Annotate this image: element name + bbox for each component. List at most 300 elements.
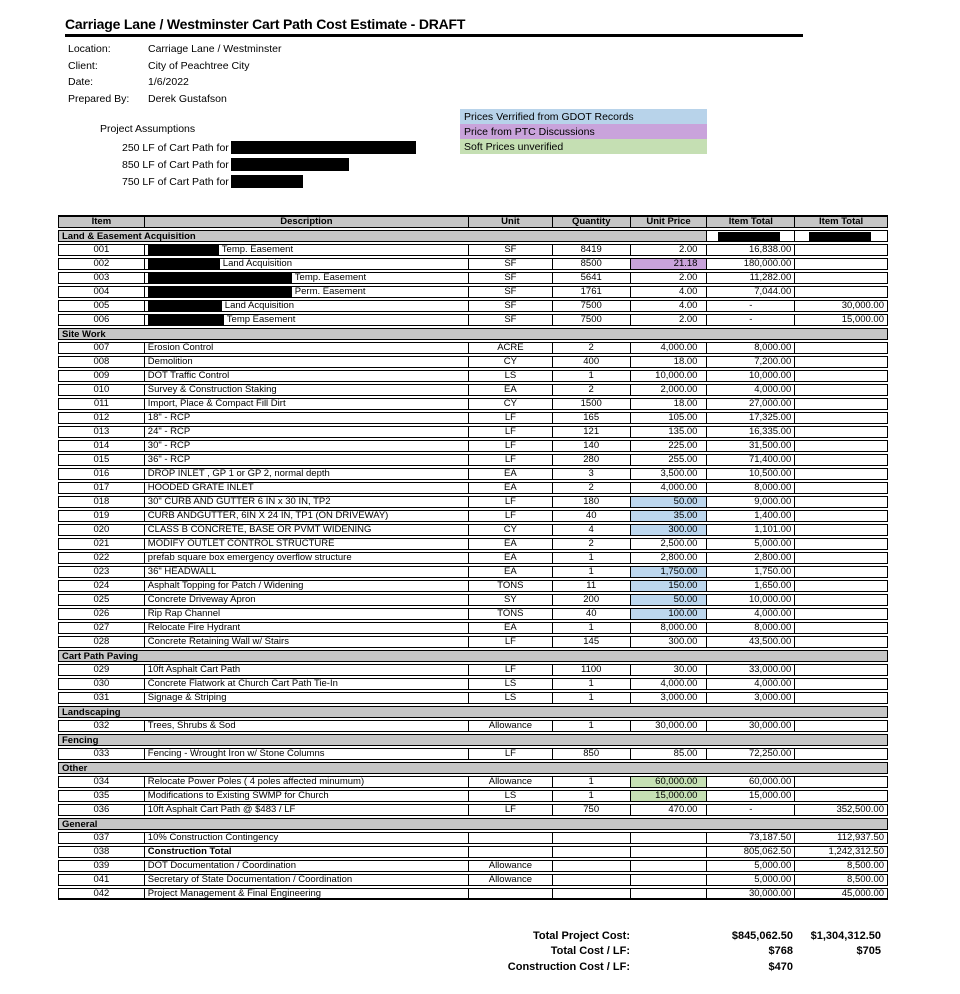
table-row [58, 776, 888, 788]
section-label: Landscaping [62, 706, 121, 718]
description-text: prefab square box emergency overflow structure [147, 553, 352, 563]
description-text: Temp. Easement [294, 273, 367, 283]
unit-value: LS [468, 791, 552, 801]
item-total-1: 16,335.00 [706, 427, 794, 437]
description-text: Relocate Fire Hydrant [147, 623, 241, 633]
item-total-1: 1,650.00 [706, 581, 794, 591]
quantity-value: 1 [552, 721, 630, 731]
unit-value: SF [468, 273, 552, 283]
unit-price-value: 225.00 [630, 441, 707, 451]
item-total-2 [794, 273, 887, 283]
description-text: Trees, Shrubs & Sod [147, 721, 236, 731]
unit-value: EA [468, 469, 552, 479]
quantity-value: 180 [552, 497, 630, 507]
item-description [144, 791, 468, 801]
item-number: 012 [93, 413, 110, 423]
unit-value: CY [468, 357, 552, 367]
table-row [58, 580, 888, 592]
table-row [58, 496, 888, 508]
table-row [58, 258, 888, 270]
price-legend [460, 109, 707, 154]
item-description [144, 497, 468, 507]
table-row [58, 510, 888, 522]
description-text: Construction Total [147, 847, 232, 857]
assumption-item [122, 139, 416, 156]
quantity-value: 7500 [552, 315, 630, 325]
meta-value: 1/6/2022 [148, 76, 189, 89]
item-number: 015 [93, 455, 110, 465]
item-number: 004 [93, 287, 110, 297]
table-row [58, 300, 888, 312]
item-number: 036 [93, 805, 110, 815]
item-description [144, 861, 468, 871]
item-total-2 [794, 343, 887, 353]
description-text: Land Acquisition [222, 259, 292, 269]
item-total-1: 30,000.00 [706, 721, 794, 731]
unit-price-value: 150.00 [630, 581, 707, 591]
table-row [58, 748, 888, 760]
column-header: Item Total [794, 217, 887, 227]
item-total-1: 10,000.00 [706, 595, 794, 605]
item-description [144, 665, 468, 675]
quantity-value [552, 861, 630, 871]
table-row [58, 524, 888, 536]
unit-value: Allowance [468, 721, 552, 731]
item-number: 009 [93, 371, 110, 381]
meta-label: Date: [68, 76, 94, 89]
item-description [144, 371, 468, 381]
section-label: Fencing [62, 734, 99, 746]
quantity-value: 1 [552, 623, 630, 633]
item-total-1: 5,000.00 [706, 861, 794, 871]
unit-value: LF [468, 413, 552, 423]
description-text: Temp. Easement [221, 245, 294, 255]
item-total-1: 5,000.00 [706, 875, 794, 885]
totals-row [330, 944, 881, 960]
meta-label: Client: [68, 59, 98, 72]
unit-value: LF [468, 455, 552, 465]
totals-summary [330, 928, 881, 975]
description-text: MODIFY OUTLET CONTROL STRUCTURE [147, 539, 335, 549]
unit-value: LF [468, 497, 552, 507]
section-row [58, 706, 888, 718]
item-description [144, 259, 468, 269]
item-total-1: 180,000.00 [706, 259, 794, 269]
item-total-1: 5,000.00 [706, 539, 794, 549]
item-total-2 [794, 567, 887, 577]
description-text: Import, Place & Compact Fill Dirt [147, 399, 286, 409]
item-total-1: 7,044.00 [706, 287, 794, 297]
item-number: 003 [93, 273, 110, 283]
quantity-value: 2 [552, 343, 630, 353]
unit-value: LS [468, 371, 552, 381]
table-row [58, 622, 888, 634]
section-row [58, 734, 888, 746]
quantity-value: 2 [552, 539, 630, 549]
description-text: Signage & Striping [147, 693, 227, 703]
unit-value: LF [468, 511, 552, 521]
unit-value: SY [468, 595, 552, 605]
table-row [58, 440, 888, 452]
item-total-2: 352,500.00 [794, 805, 887, 815]
item-total-2 [794, 623, 887, 633]
unit-value: LF [468, 441, 552, 451]
unit-value: SF [468, 301, 552, 311]
description-text: 36" - RCP [147, 455, 191, 465]
meta-row [68, 91, 281, 108]
unit-price-value: 100.00 [630, 609, 707, 619]
item-number: 039 [93, 861, 110, 871]
description-text: 36" HEADWALL [147, 567, 217, 577]
column-header: Item [91, 217, 112, 227]
section-label: Site Work [62, 328, 106, 340]
item-total-1: 1,101.00 [706, 525, 794, 535]
unit-price-value: 3,000.00 [630, 693, 707, 703]
item-number: 013 [93, 427, 110, 437]
item-total-1: 8,000.00 [706, 623, 794, 633]
unit-price-value: 2,500.00 [630, 539, 707, 549]
item-number: 034 [93, 777, 110, 787]
item-description [144, 483, 468, 493]
section-label: Cart Path Paving [62, 650, 139, 662]
section-row [58, 818, 888, 830]
quantity-value: 7500 [552, 301, 630, 311]
quantity-value: 280 [552, 455, 630, 465]
item-number: 008 [93, 357, 110, 367]
description-text: Survey & Construction Staking [147, 385, 277, 395]
description-text: 18" - RCP [147, 413, 191, 423]
item-number: 017 [93, 483, 110, 493]
description-text: Perm. Easement [294, 287, 366, 297]
item-description [144, 889, 468, 898]
unit-price-value: 10,000.00 [630, 371, 707, 381]
item-description [144, 609, 468, 619]
quantity-value: 850 [552, 749, 630, 759]
table-row [58, 846, 888, 858]
item-total-1: 31,500.00 [706, 441, 794, 451]
column-header: Item Total [706, 217, 794, 227]
table-row [58, 272, 888, 284]
quantity-value: 1 [552, 777, 630, 787]
unit-price-value: 30.00 [630, 665, 707, 675]
meta-row [68, 41, 281, 58]
description-text: 10% Construction Contingency [147, 833, 279, 843]
item-total-2 [794, 749, 887, 759]
table-row [58, 552, 888, 564]
item-total-1: - [706, 805, 794, 815]
item-number: 030 [93, 679, 110, 689]
item-number: 035 [93, 791, 110, 801]
unit-value: TONS [468, 581, 552, 591]
description-text: CLASS B CONCRETE, BASE OR PVMT WIDENING [147, 525, 372, 535]
table-row [58, 468, 888, 480]
item-total-1: 1,750.00 [706, 567, 794, 577]
item-description [144, 427, 468, 437]
quantity-value: 8500 [552, 259, 630, 269]
meta-row [68, 74, 281, 91]
item-total-1: 7,200.00 [706, 357, 794, 367]
table-row [58, 832, 888, 844]
item-total-2 [794, 427, 887, 437]
item-description [144, 805, 468, 815]
item-total-2 [794, 511, 887, 521]
quantity-value: 11 [552, 581, 630, 591]
item-description [144, 399, 468, 409]
quantity-value: 165 [552, 413, 630, 423]
section-label: Land & Easement Acquisition [62, 230, 196, 242]
item-number: 007 [93, 343, 110, 353]
meta-row [68, 58, 281, 75]
item-number: 024 [93, 581, 110, 591]
item-number: 014 [93, 441, 110, 451]
item-description [144, 441, 468, 451]
item-total-2 [794, 679, 887, 689]
quantity-value: 2 [552, 385, 630, 395]
item-total-1: 72,250.00 [706, 749, 794, 759]
totals-label: Total Cost / LF: [550, 945, 630, 958]
totals-label: Total Project Cost: [533, 929, 630, 942]
item-total-2 [794, 469, 887, 479]
item-number: 032 [93, 721, 110, 731]
item-total-1: 1,400.00 [706, 511, 794, 521]
quantity-value [552, 847, 630, 857]
section-label: Other [62, 762, 88, 774]
table-row [58, 398, 888, 410]
quantity-value [552, 889, 630, 898]
description-text: Land Acquisition [224, 301, 294, 311]
unit-price-value: 4.00 [630, 287, 707, 297]
description-text: Project Management & Final Engineering [147, 889, 322, 898]
item-total-2 [794, 441, 887, 451]
item-description [144, 833, 468, 843]
unit-price-value: 255.00 [630, 455, 707, 465]
table-row [58, 594, 888, 606]
quantity-value: 200 [552, 595, 630, 605]
unit-price-value: 2,000.00 [630, 385, 707, 395]
redaction-bar [148, 259, 220, 269]
document-meta [68, 41, 281, 107]
description-text: Asphalt Topping for Patch / Widening [147, 581, 304, 591]
unit-value: SF [468, 245, 552, 255]
item-description [144, 273, 468, 283]
item-total-2 [794, 287, 887, 297]
assumptions-list [122, 139, 416, 190]
column-header: Unit Price [630, 217, 707, 227]
unit-value: Allowance [468, 875, 552, 885]
unit-value: EA [468, 553, 552, 563]
unit-price-value [630, 889, 707, 898]
quantity-value: 1 [552, 553, 630, 563]
description-text: 10ft Asphalt Cart Path @ $483 / LF [147, 805, 296, 815]
quantity-value: 4 [552, 525, 630, 535]
unit-value: LS [468, 679, 552, 689]
unit-value: LF [468, 749, 552, 759]
meta-label: Prepared By: [68, 92, 130, 105]
unit-price-value: 4,000.00 [630, 483, 707, 493]
description-text: Erosion Control [147, 343, 214, 353]
unit-value: Allowance [468, 777, 552, 787]
totals-value-1: $470 [768, 960, 793, 973]
item-total-1: 73,187.50 [706, 833, 794, 843]
description-text: HOODED GRATE INLET [147, 483, 254, 493]
unit-price-value [630, 847, 707, 857]
unit-price-value: 4,000.00 [630, 679, 707, 689]
meta-value: City of Peachtree City [148, 59, 250, 72]
item-number: 002 [93, 259, 110, 269]
item-total-2 [794, 553, 887, 563]
item-number: 016 [93, 469, 110, 479]
assumption-text: 750 LF of Cart Path for [122, 175, 229, 188]
unit-price-value [630, 875, 707, 885]
item-description [144, 315, 468, 325]
unit-price-value: 300.00 [630, 637, 707, 647]
item-total-2 [794, 539, 887, 549]
table-row [58, 566, 888, 578]
unit-value: SF [468, 259, 552, 269]
totals-row [330, 928, 881, 944]
item-total-1: 9,000.00 [706, 497, 794, 507]
item-number: 001 [93, 245, 110, 255]
item-total-2 [794, 245, 887, 255]
assumption-item [122, 156, 416, 173]
unit-value: LF [468, 805, 552, 815]
description-text: CURB ANDGUTTER, 6IN X 24 IN, TP1 (ON DRIVEWAY) [147, 511, 389, 521]
item-description [144, 721, 468, 731]
quantity-value: 145 [552, 637, 630, 647]
redacted-total-cell [706, 231, 794, 241]
table-row [58, 874, 888, 886]
item-description [144, 301, 468, 311]
item-total-1: 10,500.00 [706, 469, 794, 479]
item-total-2 [794, 777, 887, 787]
item-total-2 [794, 483, 887, 493]
item-total-2 [794, 581, 887, 591]
description-text: Temp Easement [226, 315, 296, 325]
table-row [58, 412, 888, 424]
table-row [58, 804, 888, 816]
quantity-value: 1 [552, 693, 630, 703]
totals-row [330, 959, 881, 975]
item-description [144, 567, 468, 577]
redaction-bar [718, 232, 780, 241]
item-total-1: - [706, 301, 794, 311]
table-row [58, 790, 888, 802]
item-total-1: 4,000.00 [706, 609, 794, 619]
unit-price-value: 4,000.00 [630, 343, 707, 353]
unit-price-value: 8,000.00 [630, 623, 707, 633]
description-text: 10ft Asphalt Cart Path [147, 665, 241, 675]
item-total-2 [794, 385, 887, 395]
item-total-1: 11,282.00 [706, 273, 794, 283]
totals-value-2: $705 [856, 945, 881, 958]
table-row [58, 370, 888, 382]
redaction-bar [148, 315, 224, 325]
item-description [144, 553, 468, 563]
unit-price-value: 35.00 [630, 511, 707, 521]
description-text: Concrete Retaining Wall w/ Stairs [147, 637, 289, 647]
section-label: General [62, 818, 98, 830]
redaction-bar [148, 287, 292, 297]
unit-value: EA [468, 623, 552, 633]
quantity-value: 1 [552, 679, 630, 689]
unit-price-value [630, 861, 707, 871]
redaction-bar [148, 245, 219, 255]
unit-value: SF [468, 315, 552, 325]
page-title: Carriage Lane / Westminster Cart Path Cost Estimate - DRAFT [65, 16, 466, 32]
item-description [144, 469, 468, 479]
quantity-value: 3 [552, 469, 630, 479]
item-description [144, 539, 468, 549]
cost-table [58, 215, 888, 902]
item-number: 042 [93, 889, 110, 898]
item-number: 020 [93, 525, 110, 535]
unit-value [468, 847, 552, 857]
item-description [144, 511, 468, 521]
item-total-1: 8,000.00 [706, 483, 794, 493]
description-text: DOT Documentation / Coordination [147, 861, 297, 871]
item-total-2: 45,000.00 [794, 889, 887, 898]
unit-price-value: 2.00 [630, 315, 707, 325]
redaction-bar [148, 273, 292, 283]
table-row [58, 342, 888, 354]
item-total-1: 2,800.00 [706, 553, 794, 563]
unit-value: LS [468, 693, 552, 703]
item-total-2: 15,000.00 [794, 315, 887, 325]
item-total-2: 8,500.00 [794, 875, 887, 885]
assumption-text: 250 LF of Cart Path for [122, 141, 229, 154]
table-row [58, 356, 888, 368]
item-total-2 [794, 595, 887, 605]
item-total-1: 71,400.00 [706, 455, 794, 465]
quantity-value: 5641 [552, 273, 630, 283]
title-underline [65, 34, 803, 37]
quantity-value: 40 [552, 609, 630, 619]
unit-value: EA [468, 483, 552, 493]
quantity-value [552, 875, 630, 885]
item-number: 033 [93, 749, 110, 759]
item-total-2: 30,000.00 [794, 301, 887, 311]
item-description [144, 875, 468, 885]
quantity-value: 1500 [552, 399, 630, 409]
unit-value: TONS [468, 609, 552, 619]
table-row [58, 384, 888, 396]
table-row [58, 538, 888, 550]
item-total-1: 3,000.00 [706, 693, 794, 703]
meta-value: Carriage Lane / Westminster [148, 43, 282, 56]
totals-label: Construction Cost / LF: [507, 960, 630, 973]
item-number: 041 [93, 875, 110, 885]
unit-value: CY [468, 525, 552, 535]
table-row [58, 678, 888, 690]
item-description [144, 525, 468, 535]
item-total-2 [794, 497, 887, 507]
quantity-value: 1 [552, 791, 630, 801]
unit-price-value: 1,750.00 [630, 567, 707, 577]
unit-value [468, 889, 552, 898]
item-total-1: 4,000.00 [706, 679, 794, 689]
item-description [144, 245, 468, 255]
quantity-value [552, 833, 630, 843]
totals-value-2: $1,304,312.50 [810, 929, 881, 942]
unit-price-value: 85.00 [630, 749, 707, 759]
unit-price-value: 2.00 [630, 273, 707, 283]
item-total-1: 10,000.00 [706, 371, 794, 381]
item-description [144, 357, 468, 367]
item-number: 023 [93, 567, 110, 577]
table-row [58, 286, 888, 298]
item-total-2 [794, 609, 887, 619]
column-header: Quantity [552, 217, 630, 227]
